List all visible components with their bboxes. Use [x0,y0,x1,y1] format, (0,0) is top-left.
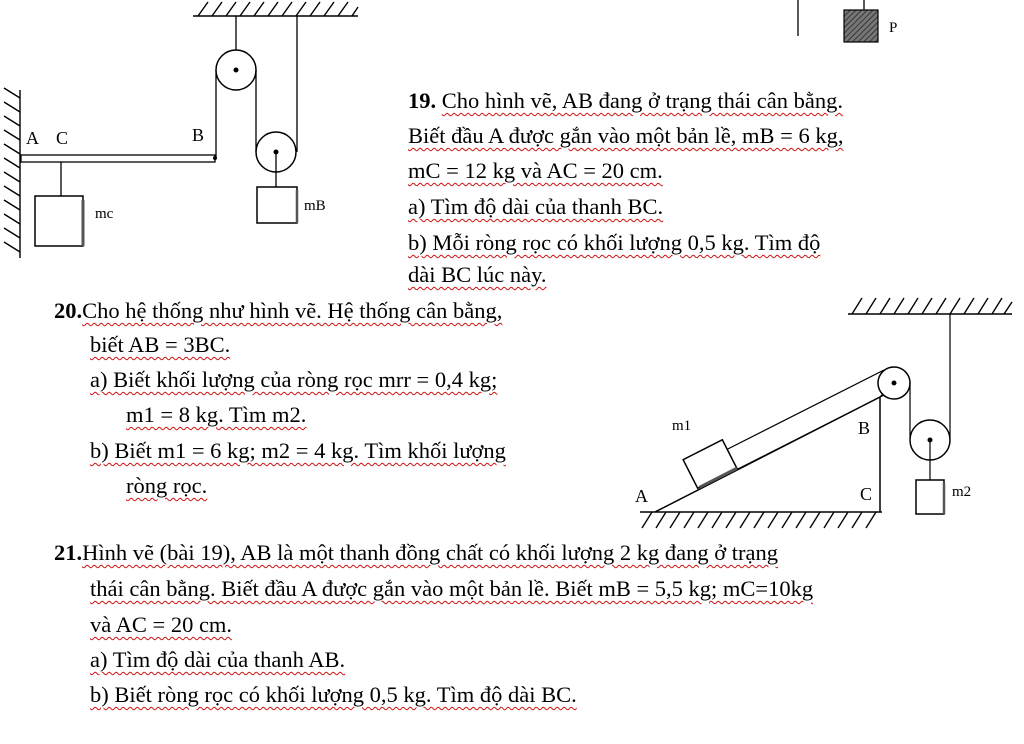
p20-b2 [126,471,207,501]
p19-line2 [408,121,843,151]
p21-text1: Hình vẽ (bài 19), AB là một thanh đồng chất có khối lượng 2 kg đang ở trạng [82,540,778,565]
p21-number: 21. [54,540,83,565]
p20-line1 [54,296,502,326]
p21-b [90,680,577,710]
p19-b2-text: dài BC lúc này. [408,262,547,287]
label-bottom-b: B [858,418,871,438]
p20-a1-text: a) Biết khối lượng của ròng rọc mrr = 0,4 kg; [90,367,498,392]
p19-b1-text: b) Mỗi ròng rọc có khối lượng 0,5 kg. Tìm độ [408,230,821,255]
label-top-c: C [56,128,69,148]
p19-text3: mC = 12 kg và AC = 20 cm. [408,158,663,183]
block-m1 [683,440,737,488]
p21-line3 [90,610,232,640]
label-mc: mc [95,206,114,222]
p20-a2 [126,400,306,430]
p21-text3: và AC = 20 cm. [90,612,233,637]
label-mb: mB [304,198,326,214]
p20-a1 [90,365,497,395]
label-top-b: B [192,125,205,145]
p21-line1 [54,538,778,568]
p20-text1: Cho hệ thống như hình vẽ. Hệ thống cân bằng, [82,298,503,323]
label-m2: m2 [952,484,972,500]
label-p: P [889,20,898,36]
p20-number: 20. [54,298,83,323]
p19-text2: Biết đầu A được gắn vào một bản lề, mB = 6 kg, [408,123,844,148]
label-m1: m1 [672,418,692,434]
mass-m2 [916,480,944,514]
ground-hatch [640,512,882,528]
p19-line3 [408,156,663,186]
label-bottom-a: A [635,486,648,506]
p20-b1 [90,436,506,466]
p21-a [90,645,345,675]
ceiling-hatch-2 [848,298,1012,314]
p21-b-text: b) Biết ròng rọc có khối lượng 0,5 kg. Tìm độ dài BC. [90,682,577,707]
p20-text2: biết AB = 3BC. [90,332,231,357]
p19-b2 [408,260,547,290]
p19-line1 [408,86,843,116]
label-bottom-c: C [860,484,873,504]
p20-line2 [90,330,230,360]
p20-a2-text: m1 = 8 kg. Tìm m2. [126,402,307,427]
p21-text2: thái cân bằng. Biết đầu A được gắn vào một bản lề. Biết mB = 5,5 kg; mC=10kg [90,576,814,601]
p19-b1 [408,228,820,258]
p20-b1-text: b) Biết m1 = 6 kg; m2 = 4 kg. Tìm khối lượng [90,438,506,463]
label-top-a: A [26,128,39,148]
p21-a-text: a) Tìm độ dài của thanh AB. [90,647,346,672]
p19-text1: Cho hình vẽ, AB đang ở trạng thái cân bằng. [441,88,843,113]
p19-a-text: a) Tìm độ dài của thanh BC. [408,194,664,219]
p19-a [408,192,663,222]
p19-number: 19. [408,88,437,113]
p21-line2 [90,574,813,604]
p20-b2-text: ròng rọc. [126,473,208,498]
